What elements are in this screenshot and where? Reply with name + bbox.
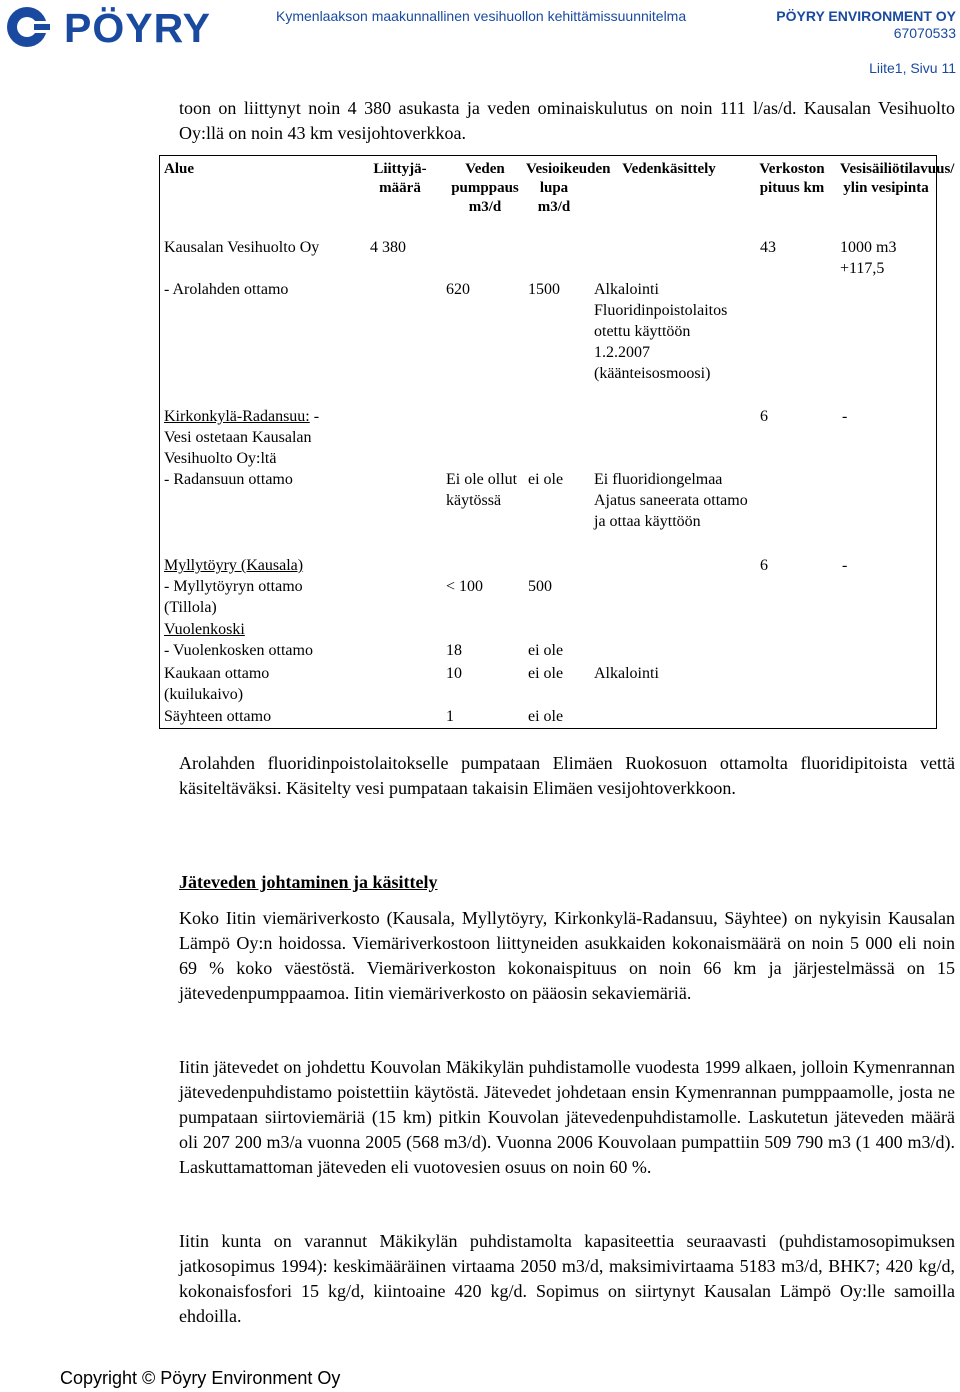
row-vuolenkosken-pumppaus: 18 (446, 642, 462, 659)
row-myllytoyryn-ottamo: - Myllytöyryn ottamo (Tillola) (164, 578, 303, 616)
col-header-kasittely: Vedenkäsittely (622, 161, 716, 177)
row-kaukaa-lupa: ei ole (528, 665, 564, 682)
intro-paragraph: toon on liittynyt noin 4 380 asukasta ja veden ominaiskulutus on noin 111 l/as/d. Kausalan Vesihuolto Oy:llä on noin 43 km vesijohtoverkkoa. (179, 98, 955, 143)
col-header-alue: Alue (164, 161, 194, 177)
row-vuolenkoski (164, 619, 245, 640)
copyright-footer: Copyright © Pöyry Environment Oy (60, 1368, 341, 1388)
row-myllytoyry-sailio: - (842, 557, 848, 574)
row-arolahti-lupa: 1500 (528, 281, 560, 298)
paragraph-kapasiteetti: Iitin kunta on varannut Mäkikylän puhdistamolta kapasiteettia seuraavasti (puhdistamosopimuksen jatkosopimus 1994): keskimääräinen virtaama 2050 m3/d, maksimivirtaama 5183 m3/d, BHK7; 420 kg/d, kokonaisfosfori 15 kg/d, kiintoaine 420 kg/d. Sopimus on siirtynyt Kausalan Lämpö Oy:lle samoilla ehdoilla. (179, 1231, 955, 1326)
row-sayhteen-pumppaus: 1 (446, 708, 454, 725)
row-kaukaa-name: Kaukaan ottamo (kuilukaivo) (164, 665, 270, 703)
row-kaukaa-pumppaus: 10 (446, 665, 462, 682)
paragraph-jatevedet: Iitin jätevedet on johdettu Kouvolan Mäkikylän puhdistamolle vuodesta 1999 alkaen, jolloin Kymenrannan jätevedenpuhdistamo poistettiin käytöstä. Jätevedet johdetaan ensin Kymenrannan pumppaamolle, josta ne pumpataan siirtoviemäriä (15 km) pitkin Kouvolan jätevedenpuhdistamolle. Laskutetun jäteveden määrä oli 207 200 m3/a vuonna 2005 (568 m3/d). Vuonna 2006 Kouvolaan pumpattiin 509 790 m3 (1 400 m3/d). Laskuttamattoman jäteveden eli vuotovesien osuus on noin 60 %. (179, 1057, 955, 1177)
poyry-logo-icon (4, 4, 54, 50)
row-vuolenkosken-ottamo: - Vuolenkosken ottamo (164, 642, 313, 659)
row-kaukaa-kasittely: Alkalointi (594, 665, 659, 682)
row-kirkonkyla-dash: - (313, 408, 320, 425)
water-supply-table (159, 155, 955, 729)
logo-wordmark: PÖYRY (64, 5, 212, 51)
row-myllytoyry (164, 555, 303, 576)
row-sayhteen-name: Säyhteen ottamo (164, 708, 272, 725)
company-name: PÖYRY ENVIRONMENT OY (776, 8, 956, 24)
col-header-pumppaus: Veden pumppaus m3/d (451, 161, 519, 215)
row-kausala-sailio: 1000 m3 +117,5 (840, 239, 897, 277)
row-sayhteen-lupa: ei ole (528, 708, 564, 725)
row-radansuu-pumppaus: Ei ole ollut käytössä (446, 471, 518, 509)
row-arolahti-kasittely: Alkalointi Fluoridinpoistolaitos otettu käyttöön 1.2.2007 (käänteisosmoosi) (594, 281, 728, 382)
row-vuolenkoski-name: Vuolenkoski (164, 621, 245, 638)
row-kirkonkyla-note: Vesi ostetaan Kausalan Vesihuolto Oy:ltä (164, 429, 312, 467)
project-number: 67070533 (893, 25, 956, 41)
row-kausala-name: Kausalan Vesihuolto Oy (164, 239, 320, 256)
row-radansuu-kasittely: Ei fluoridiongelmaa Ajatus saneerata ottamo ja ottaa käyttöön (594, 471, 748, 530)
col-header-verkosto: Verkoston pituus km (759, 161, 825, 196)
row-vuolenkosken-lupa: ei ole (528, 642, 564, 659)
row-myllytoyryn-lupa: 500 (528, 578, 552, 595)
col-header-lupa: Vesioikeuden lupa m3/d (526, 161, 611, 215)
row-kirkonkyla (164, 406, 319, 427)
document-title: Kymenlaakson maakunnallinen vesihuollon kehittämissuunnitelma (276, 8, 687, 24)
row-kirkonkyla-sailio: - (842, 408, 848, 425)
row-myllytoyry-name: Myllytöyry (Kausala) (164, 557, 304, 574)
row-myllytoyryn-pumppaus: < 100 (446, 578, 484, 595)
row-kirkonkyla-verkosto: 6 (760, 408, 768, 425)
poyry-logo (4, 4, 244, 50)
row-radansuu-name: - Radansuun ottamo (164, 471, 293, 488)
row-arolahti-pumppaus: 620 (446, 281, 470, 298)
row-radansuu-lupa: ei ole (528, 471, 564, 488)
col-header-sailio: Vesisäiliötilavuus/ ylin vesipinta (840, 161, 955, 196)
row-kirkonkyla-name: Kirkonkylä-Radansuu: (164, 408, 310, 425)
section-heading: Jäteveden johtaminen ja käsittely (179, 872, 438, 892)
row-myllytoyry-verkosto: 6 (760, 557, 768, 574)
page-number: Liite1, Sivu 11 (869, 60, 956, 76)
col-header-liittyjat: Liittyjä-määrä (373, 161, 427, 196)
row-kausala-liittyjat: 4 380 (370, 239, 406, 256)
arolahti-paragraph: Arolahden fluoridinpoistolaitokselle pumpataan Elimäen Ruokosuon ottamolta fluoridipitoista vettä käsiteltäväksi. Käsitelty vesi pumpataan takaisin Elimäen vesijohtoverkkoon. (179, 753, 955, 798)
paragraph-viemariverkosto: Koko Iitin viemäriverkosto (Kausala, Myllytöyry, Kirkonkylä-Radansuu, Säyhtee) on nykyisin Kausalan Lämpö Oy:n hoidossa. Viemäriverkostoon liittyneiden asukkaiden kokonaismäärä on noin 5 000 eli noin 69 % koko väestöstä. Viemäriverkoston kokonaispituus on noin 66 km ja järjestelmässä on 15 jätevedenpumppaamoa. Iitin viemäriverkosto on pääosin sekaviemäriä. (179, 908, 955, 1003)
row-arolahti-name: - Arolahden ottamo (164, 281, 289, 298)
row-kausala-verkosto: 43 (760, 239, 776, 256)
